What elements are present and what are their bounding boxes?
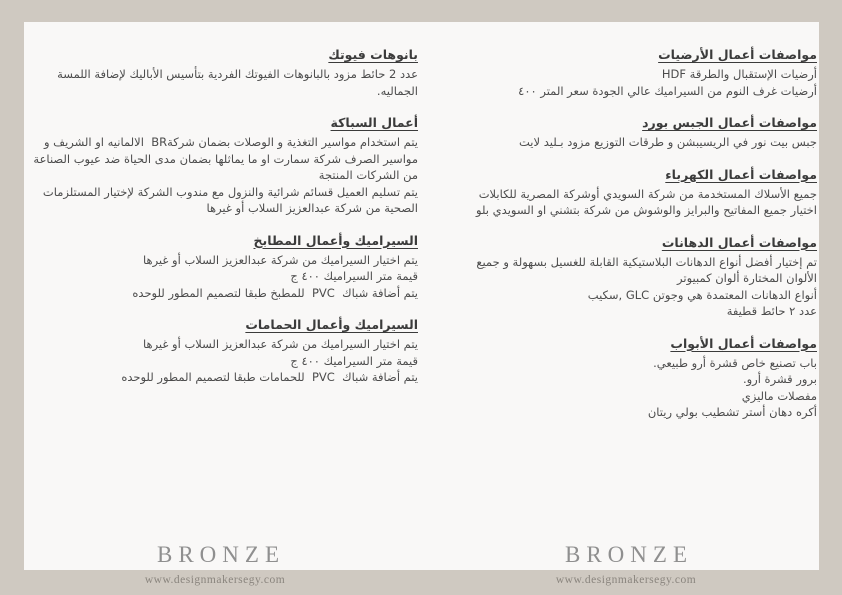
spec-line: تم إختيار أفضل أنواع الدهانات البلاستيكية القابلة للغسيل بسهولة و جميع xyxy=(476,254,817,269)
left-column xyxy=(28,46,418,401)
website-url-right: www.designmakersegy.com xyxy=(555,574,697,586)
section-plumbing xyxy=(28,114,418,217)
section-title: بانوهات فيوتك xyxy=(328,47,418,62)
spec-line: مواسير الصرف شركة سمارت او ما يماثلها بضمان مدى الحياة ضد عيوب الصناعة xyxy=(33,151,418,166)
spec-line: عدد 2 حائط مزود بالبانوهات الفيوتك الفردية بتأسيس الأباليك لإضافة اللمسة xyxy=(57,67,418,81)
spec-line: أنواع الدهانات المعتمدة هي وجوتن GLC ,سكيب xyxy=(587,287,817,302)
spec-line: الألوان المختارة ألوان كمبيوتر xyxy=(677,271,817,285)
spec-line: عدد ٢ حائط قطيفة xyxy=(726,304,817,318)
spec-line: الصحية من شركة عبدالعزيز السلاب أو غيرها xyxy=(206,201,418,215)
spec-line: قيمة متر السيراميك ٤٠٠ ج xyxy=(290,353,418,368)
spec-line: يتم اختيار السيراميك من شركة عبدالعزيز السلاب أو غيرها xyxy=(143,252,418,267)
spec-line: برور قشرة أرو. xyxy=(742,372,817,386)
section-kitchens-ceramic xyxy=(28,232,418,302)
section-gypsum-board xyxy=(439,114,817,151)
spec-line: جبس بيت نور في الريسيبشن و طرقات التوزيع مزود بـليد لايت xyxy=(519,135,817,149)
section-title: مواصفات أعمال الدهانات xyxy=(661,234,817,250)
section-title: السيراميك وأعمال المطابخ xyxy=(253,232,418,248)
spec-line: جميع الأسلاك المستخدمة من شركة السويدي أوشركة المصرية للكابلات xyxy=(478,186,817,201)
document-page xyxy=(24,22,819,570)
spec-line: يتم اختيار السيراميك من شركة عبدالعزيز السلاب أو غيرها xyxy=(143,337,418,351)
section-title: مواصفات أعمال الكهرباء xyxy=(665,166,817,182)
section-bathrooms-ceramic xyxy=(28,316,418,386)
spec-line: يتم أضافة شباك PVC للحمامات طبقا لتصميم المطور للوحده xyxy=(121,370,418,384)
right-column xyxy=(439,46,817,436)
spec-line: يتم أضافة شباك PVC للمطبخ طبقا لتصميم المطور للوحده xyxy=(132,285,418,300)
spec-line: اختيار جميع المفاتيح والبرايز والوشوش من شركة بتشني او السويدي بلو xyxy=(476,203,817,217)
spec-line: أكره دهان أستر تشطيب بولي ريتان xyxy=(647,405,817,419)
section-panohat-futech xyxy=(28,46,418,99)
spec-line: قيمة متر السيراميك ٤٠٠ ج xyxy=(290,269,418,283)
brand-wordmark-left: BRONZE xyxy=(157,542,285,567)
section-flooring xyxy=(439,46,817,99)
section-title: أعمال السباكة xyxy=(330,115,418,130)
section-paints xyxy=(439,234,817,320)
spec-line: من الشركات المنتجة xyxy=(318,168,418,182)
spec-line: أرضيات غرف النوم من السيراميك عالي الجودة سعر المتر ٤٠٠ xyxy=(518,83,817,98)
spec-line: يتم استخدام مواسير التغذية و الوصلات بضمان شركةBR الالمانيه او الشريف و xyxy=(43,135,418,149)
spec-line: مفصلات ماليزي xyxy=(741,388,817,403)
spec-line: يتم تسليم العميل قسائم شرائية والنزول مع مندوب الشركة لإختيار المستلزمات xyxy=(42,184,418,199)
spec-line: أرضيات الإستقبال والطرقة HDF xyxy=(661,67,817,81)
section-title: مواصفات أعمال الأبواب xyxy=(670,335,817,351)
section-title: السيراميك وأعمال الحمامات xyxy=(245,317,418,332)
section-electrical xyxy=(439,166,817,219)
section-doors xyxy=(439,335,817,421)
section-title: مواصفات أعمال الجبس بورد xyxy=(642,115,817,130)
spec-line: باب تصنيع خاص قشرة أرو طبيعي. xyxy=(653,355,817,370)
section-title: مواصفات أعمال الأرضيات xyxy=(658,47,817,62)
spec-line: الجماليه. xyxy=(376,83,418,98)
brand-wordmark-right: BRONZE xyxy=(565,542,693,567)
website-url-left: www.designmakersegy.com xyxy=(144,574,286,586)
